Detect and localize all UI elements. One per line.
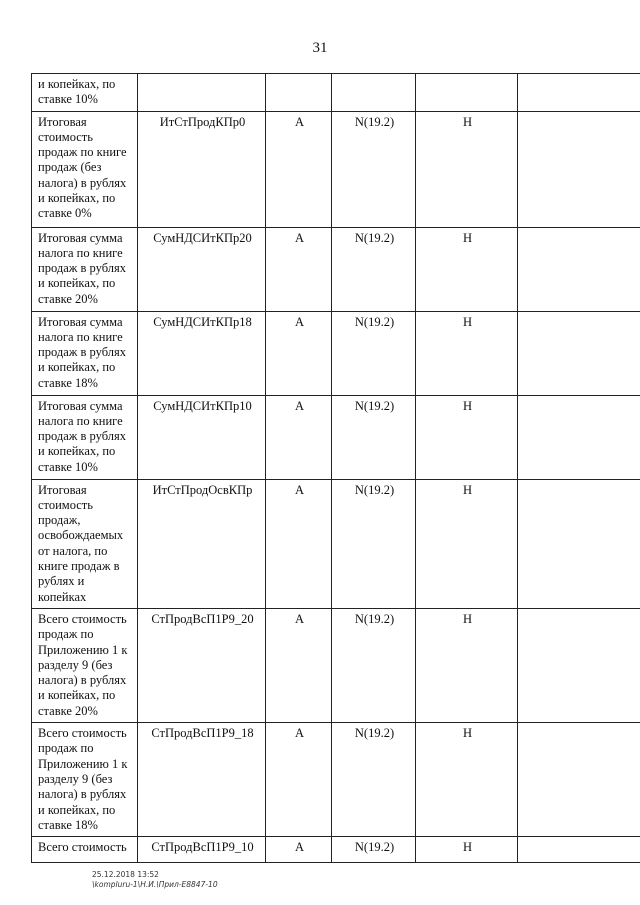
cell-code: СтПродВсП1Р9_18 — [138, 723, 266, 837]
cell-extra — [518, 227, 640, 311]
cell-required: Н — [416, 111, 518, 227]
cell-extra — [518, 837, 640, 863]
cell-code: СумНДСИтКПр20 — [138, 227, 266, 311]
cell-format — [332, 74, 416, 112]
cell-type: А — [266, 479, 332, 608]
cell-code: СтПродВсП1Р9_10 — [138, 837, 266, 863]
cell-extra — [518, 395, 640, 479]
cell-extra — [518, 608, 640, 722]
cell-format: N(19.2) — [332, 227, 416, 311]
cell-type: А — [266, 111, 332, 227]
table-row — [32, 395, 640, 479]
cell-type: А — [266, 395, 332, 479]
cell-type: А — [266, 837, 332, 863]
table-row — [32, 837, 640, 863]
cell-description: Итоговая стоимость продаж, освобождаемых от налога, по книге продаж в рублях и копейках — [32, 479, 138, 608]
cell-type: А — [266, 723, 332, 837]
cell-description: и копейках, по ставке 10% — [32, 74, 138, 112]
footer-path: \kompluru-1\Н.И.\Прил-Е8847-10 — [92, 880, 218, 889]
cell-required: Н — [416, 479, 518, 608]
cell-format: N(19.2) — [332, 608, 416, 722]
cell-format: N(19.2) — [332, 479, 416, 608]
cell-required: Н — [416, 837, 518, 863]
cell-description: Всего стоимость продаж по Приложению 1 к разделу 9 (без налога) в рублях и копейках, по ставке 20% — [32, 608, 138, 722]
cell-format: N(19.2) — [332, 311, 416, 395]
cell-required: Н — [416, 311, 518, 395]
cell-description: Всего стоимость продаж по Приложению 1 к разделу 9 (без налога) в рублях и копейках, по ставке 18% — [32, 723, 138, 837]
cell-code: ИтСтПродКПр0 — [138, 111, 266, 227]
table-row — [32, 608, 640, 722]
cell-format: N(19.2) — [332, 395, 416, 479]
cell-extra — [518, 111, 640, 227]
table-row — [32, 723, 640, 837]
table-row — [32, 227, 640, 311]
cell-code — [138, 74, 266, 112]
cell-description: Итоговая сумма налога по книге продаж в рублях и копейках, по ставке 20% — [32, 227, 138, 311]
cell-format: N(19.2) — [332, 111, 416, 227]
cell-type: А — [266, 608, 332, 722]
table-row — [32, 311, 640, 395]
table-row — [32, 74, 640, 112]
cell-code: СумНДСИтКПр10 — [138, 395, 266, 479]
cell-code: СумНДСИтКПр18 — [138, 311, 266, 395]
cell-format: N(19.2) — [332, 723, 416, 837]
cell-required: Н — [416, 608, 518, 722]
cell-code: ИтСтПродОсвКПр — [138, 479, 266, 608]
cell-extra — [518, 311, 640, 395]
cell-type — [266, 74, 332, 112]
footer — [92, 870, 218, 890]
cell-required — [416, 74, 518, 112]
cell-required: Н — [416, 723, 518, 837]
cell-type: А — [266, 227, 332, 311]
table-row — [32, 111, 640, 227]
cell-code: СтПродВсП1Р9_20 — [138, 608, 266, 722]
cell-description: Всего стоимость — [32, 837, 138, 863]
attribute-table — [31, 73, 640, 863]
cell-description: Итоговая стоимость продаж по книге продаж (без налога) в рублях и копейках, по ставке 0% — [32, 111, 138, 227]
cell-description: Итоговая сумма налога по книге продаж в рублях и копейках, по ставке 18% — [32, 311, 138, 395]
cell-extra — [518, 74, 640, 112]
cell-description: Итоговая сумма налога по книге продаж в рублях и копейках, по ставке 10% — [32, 395, 138, 479]
cell-type: А — [266, 311, 332, 395]
page-number: 31 — [312, 40, 328, 56]
cell-format: N(19.2) — [332, 837, 416, 863]
cell-required: Н — [416, 395, 518, 479]
cell-extra — [518, 723, 640, 837]
table-row — [32, 479, 640, 608]
cell-required: Н — [416, 227, 518, 311]
cell-extra — [518, 479, 640, 608]
footer-timestamp: 25.12.2018 13:52 — [92, 870, 159, 879]
